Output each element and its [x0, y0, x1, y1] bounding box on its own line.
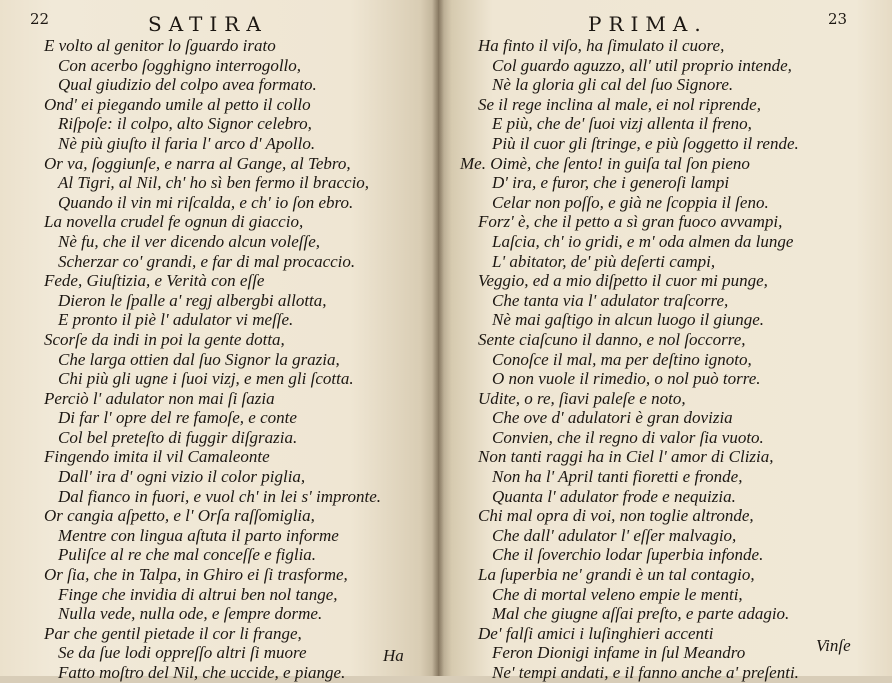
verse-line: Dall' ira d' ogni vizio il color piglia,	[58, 467, 306, 487]
verse-line: La ſuperbia ne' grandi è un tal contagio,	[478, 565, 755, 585]
verse-line: Più il cuor gli ſtringe, e più ſoggetto il rende.	[492, 133, 799, 153]
verse-line: E volto al genitor lo ſguardo irato	[44, 36, 276, 55]
verse-line: Perciò l' adulator non mai ſi ſazia	[44, 388, 275, 408]
verse-line: Che tanta via l' adulator traſcorre,	[492, 290, 729, 310]
verse-line: Or va, ſoggiunſe, e narra al Gange, al Tebro,	[44, 153, 351, 173]
verse-line: Chi mal opra di voi, non toglie altronde,	[478, 506, 754, 526]
verse-line: Mal che giugne aſſai preſto, e parte adagio.	[492, 604, 790, 624]
verse-line: Udite, o re, ſiavi paleſe e noto,	[478, 388, 686, 408]
verse-line: Nulla vede, nulla ode, e ſempre dorme.	[58, 604, 323, 624]
verse-line: Fingendo imita il vil Camaleonte	[44, 447, 270, 467]
verse-line: Col guardo aguzzo, all' util proprio intende,	[492, 55, 792, 75]
running-head-right: PRIMA.	[588, 12, 708, 36]
verse-line: Chi più gli ugne i ſuoi vizj, e men gli ſcotta.	[58, 369, 354, 389]
verse-line: Celar non poſſo, e già ne ſcoppia il ſeno.	[492, 192, 769, 212]
page-number-right: 23	[828, 10, 848, 28]
verse-line: Ha finto il viſo, ha ſimulato il cuore,	[478, 36, 725, 55]
verse-line: Or cangia aſpetto, e l' Orſa raſſomiglia,	[44, 506, 315, 526]
verse-line: Che ove d' adulatori è gran dovizia	[492, 408, 733, 428]
verse-line: Se da ſue lodi oppreſſo altri ſi muore	[58, 643, 307, 663]
verse-line: Ne' tempi andati, e il fanno anche a' preſenti.	[492, 663, 799, 682]
verse-line: O non vuole il rimedio, o nol può torre.	[492, 369, 761, 389]
right-page	[438, 0, 892, 682]
verse-line: Me. Oimè, che ſento! in guiſa tal ſon pieno	[460, 153, 750, 173]
verse-line: Feron Dionigi infame in ſul Meandro	[492, 643, 746, 663]
verse-line: E pronto il piè l' adulator vi meſſe.	[58, 310, 294, 330]
verse-line: L' abitator, de' più deſerti campi,	[492, 251, 716, 271]
running-head-left: SATIRA	[148, 12, 268, 36]
verse-line: Forz' è, che il petto a sì gran fuoco avvampi,	[478, 212, 783, 232]
verse-line: Col bel preteſto di fuggir diſgrazia.	[58, 427, 298, 447]
left-page	[0, 0, 438, 682]
verse-line: Riſpoſe: il colpo, alto Signor celebro,	[58, 114, 312, 134]
verse-line: Nè mai gaſtigo in alcun luogo il giunge.	[492, 310, 764, 330]
verse-line: Mentre con lingua aſtuta il parto informe	[58, 525, 339, 545]
verse-line: Veggio, ed a mio diſpetto il cuor mi punge,	[478, 271, 768, 291]
verse-line: Con acerbo ſogghigno interrogollo,	[58, 55, 302, 75]
verse-line: Che larga ottien dal ſuo Signor la grazia,	[58, 349, 340, 369]
verse-line: Se il rege inclina al male, ei nol riprende,	[478, 94, 761, 114]
verse-line: Fede, Giuſtizia, e Verità con eſſe	[44, 271, 265, 291]
verse-line: Quando il vin mi riſcalda, e ch' io ſon ebro.	[58, 192, 354, 212]
verse-line: Scorſe da indi in poi la gente dotta,	[44, 329, 285, 349]
verse-line: Scherzar co' grandi, e far di mal procaccio.	[58, 251, 356, 271]
verse-line: Convien, che il regno di valor ſia vuoto.	[492, 427, 764, 447]
verse-line: Che il ſoverchio lodar ſuperbia infonde.	[492, 545, 764, 565]
verse-line: La novella crudel fe ognun di giaccio,	[44, 212, 304, 232]
verse-line: Sente ciaſcuno il danno, e nol ſoccorre,	[478, 329, 746, 349]
catchword: Ha	[383, 646, 404, 665]
verse-line: Qual giudizio del colpo avea formato.	[58, 75, 317, 95]
verse-line: Che dall' adulator l' eſſer malvagio,	[492, 525, 737, 545]
verse-line: E più, che de' ſuoi vizj allenta il freno,	[492, 114, 752, 134]
verse-block-right	[460, 36, 799, 683]
verse-line: Puliſce al re che mal conceſſe e figlia.	[58, 545, 317, 565]
verse-line: Ond' ei piegando umile al petto il collo	[44, 94, 311, 114]
verse-line: Di far l' opre del re famoſe, e conte	[58, 408, 297, 428]
verse-line: De' falſi amici i luſinghieri accenti	[478, 623, 714, 643]
page-number-left: 22	[30, 10, 50, 28]
verse-line: Non tanti raggi ha in Ciel l' amor di Clizia,	[478, 447, 774, 467]
verse-line: Laſcia, ch' io gridi, e m' oda almen da lunge	[492, 231, 794, 251]
verse-line: D' ira, e furor, che i generoſi lampi	[492, 173, 730, 193]
verse-line: Or ſia, che in Talpa, in Ghiro ei ſi trasforme,	[44, 565, 348, 585]
verse-line: Dal fianco in fuori, e vuol ch' in lei s' impronte.	[58, 486, 381, 506]
verse-line: Fatto moſtro del Nil, che uccide, e piange.	[58, 663, 346, 682]
verse-line: Finge che invidia di altrui ben nol tange,	[58, 584, 338, 604]
verse-line: Par che gentil pietade il cor li frange,	[44, 623, 302, 643]
verse-block-left	[44, 36, 381, 683]
verse-line: Nè fu, che il ver dicendo alcun voleſſe,	[58, 231, 320, 251]
book-gutter	[432, 0, 444, 676]
verse-line: Al Tigri, al Nil, ch' ho sì ben fermo il braccio,	[58, 173, 370, 193]
verse-line: Nè più giuſto il faria l' arco d' Apollo.	[58, 133, 316, 153]
catchword-right: Vinſe	[816, 636, 851, 655]
verse-line: Conoſce il mal, ma per deſtino ignoto,	[492, 349, 752, 369]
verse-line: Non ha l' April tanti fioretti e fronde,	[492, 467, 743, 487]
verse-line: Nè la gloria gli cal del ſuo Signore.	[492, 75, 734, 95]
verse-line: Dieron le ſpalle a' regj albergbi allotta,	[58, 290, 327, 310]
verse-line: Che di mortal veleno empie le menti,	[492, 584, 743, 604]
verse-line: Quanta l' adulator frode e nequizia.	[492, 486, 736, 506]
